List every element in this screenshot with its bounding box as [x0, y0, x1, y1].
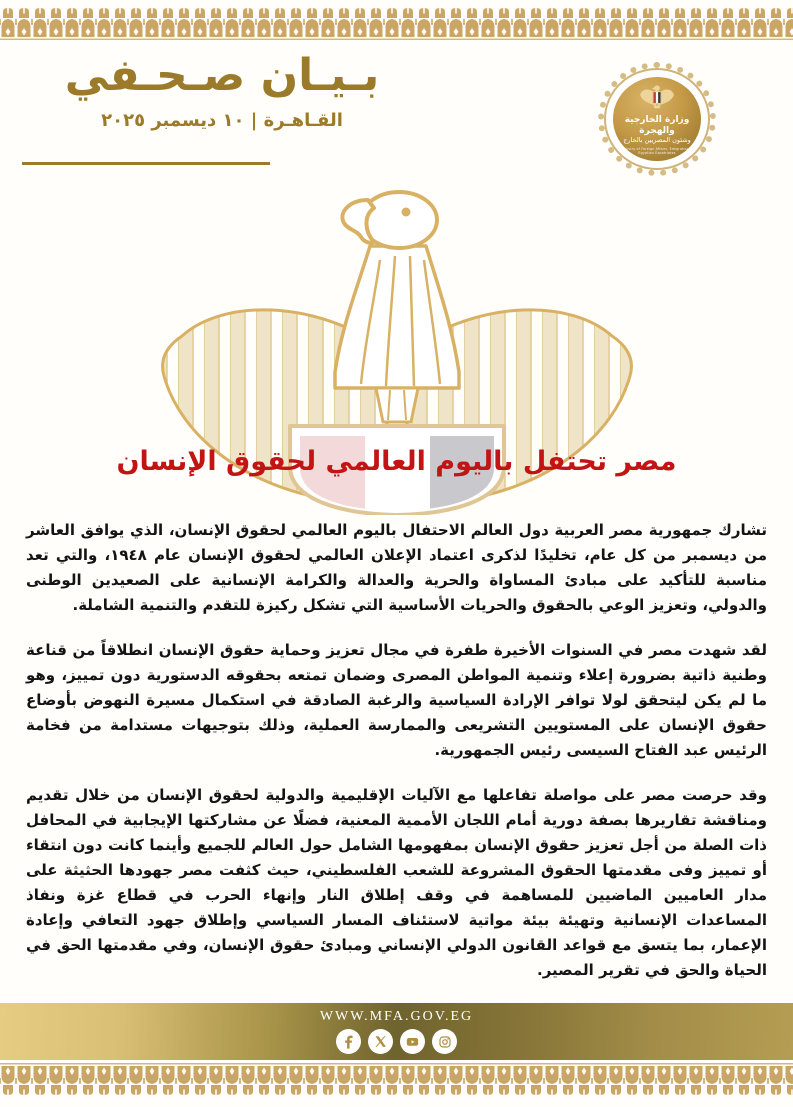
social-links — [336, 1029, 457, 1054]
header — [22, 52, 422, 131]
seal-ministry-name-ar: وزارة الخارجية والهجرة — [624, 115, 690, 137]
paragraph-2: لقد شهدت مصر في السنوات الأخيرة طفرة في مجال تعزيز وحماية حقوق الإنسان انطلاقاً من قناعة وطنية ذاتية بضرورة إعلاء وتنمية المواطن المصرى وضمان تمتعه بحقوقه الدستورية دون تمييز، وهو ما لم يكن ليتحقق لولا توافر الإرادة السياسية والرغبة الصادقة في استكمال مسيرة النهوض بأوضاع حقوق الإنسان على المستويين التشريعى والممارسة العملية، وذلك بتوجيهات مستدامة من فخامة الرئيس عبد الفتاح السيسى رئيس الجمهورية. — [26, 641, 767, 759]
statement-headline: مصر تحتفل باليوم العالمي لحقوق الإنسان — [116, 446, 677, 477]
paragraph-3: وقد حرصت مصر على مواصلة تفاعلها مع الآليات الإقليمية والدولية لحقوق الإنسان من خلال تقديم ومناقشة تقاريرها بصفة دورية أمام اللجان الأممية المعنية، فضلًا عن مشاركتها الإيجابية في المحافل ذات الصلة من أجل تعزيز حقوق الإنسان بمفهومها الشامل حول العالم للجميع وأينما كانت دون انتقاء أو تمييز وفى مقدمتها الحقوق المشروعة للشعب الفلسطيني، حيث كثفت مصر جهودها الحثيثة على مدار العاميين الماضيين للمساهمة في وقف إطلاق النار وإنهاء الحرب في قطاع غزة ونفاذ المساعدات الإنسانية وتهيئة بيئة مواتية لاستئناف المسار السياسي وإطلاق جهود التعافي وإعادة الإعمار، بما يتسق مع قواعد القانون الدولي الإنساني ومبادئ حقوق الإنسان، وفي مقدمتها الحق في الحياة والحق في تقرير المصير. — [26, 786, 767, 979]
egyptian-border-bottom-icon — [0, 1062, 793, 1096]
seal-eagle-icon — [638, 83, 676, 113]
facebook-icon[interactable] — [336, 1029, 361, 1054]
seal-disc — [611, 75, 703, 163]
footer-bar — [0, 1003, 793, 1060]
instagram-icon[interactable] — [432, 1029, 457, 1054]
press-statement-title: بـيـان صـحـفي — [64, 50, 380, 101]
date-line: القـاهـرة | ١٠ ديسمبر ٢٠٢٥ — [101, 110, 343, 132]
seal-ministry-name-en: Ministry of Foreign Affairs, Emigration & Egyptian Expatriates — [621, 146, 693, 155]
paragraph-1: تشارك جمهورية مصر العربية دول العالم الاحتفال باليوم العالمي لحقوق الإنسان، الذي يوافق العاشر من ديسمبر من كل عام، تخليدًا لذكرى اعتماد الإعلان العالمي لحقوق الإنسان عام ١٩٤٨، والتي تعد مناسبة للتأكيد على مبادئ المساواة والحرية والعدالة والكرامة الإنسانية على الصعيدين الوطنى والدولي، وتعزيز الوعي بالحقوق والحريات الأساسية التي تشكل ركيزة للتقدم والتنمية الشاملة. — [26, 521, 767, 614]
egyptian-border-top-icon — [0, 7, 793, 41]
header-rule — [22, 162, 270, 165]
website-url[interactable]: WWW.MFA.GOV.EG — [319, 1009, 474, 1024]
seal-ministry-sub-ar: وشئون المصريين بالخارج — [623, 135, 691, 144]
x-twitter-icon[interactable] — [368, 1029, 393, 1054]
statement-body — [26, 518, 767, 1003]
ministry-seal-icon — [598, 62, 716, 176]
youtube-icon[interactable] — [400, 1029, 425, 1054]
